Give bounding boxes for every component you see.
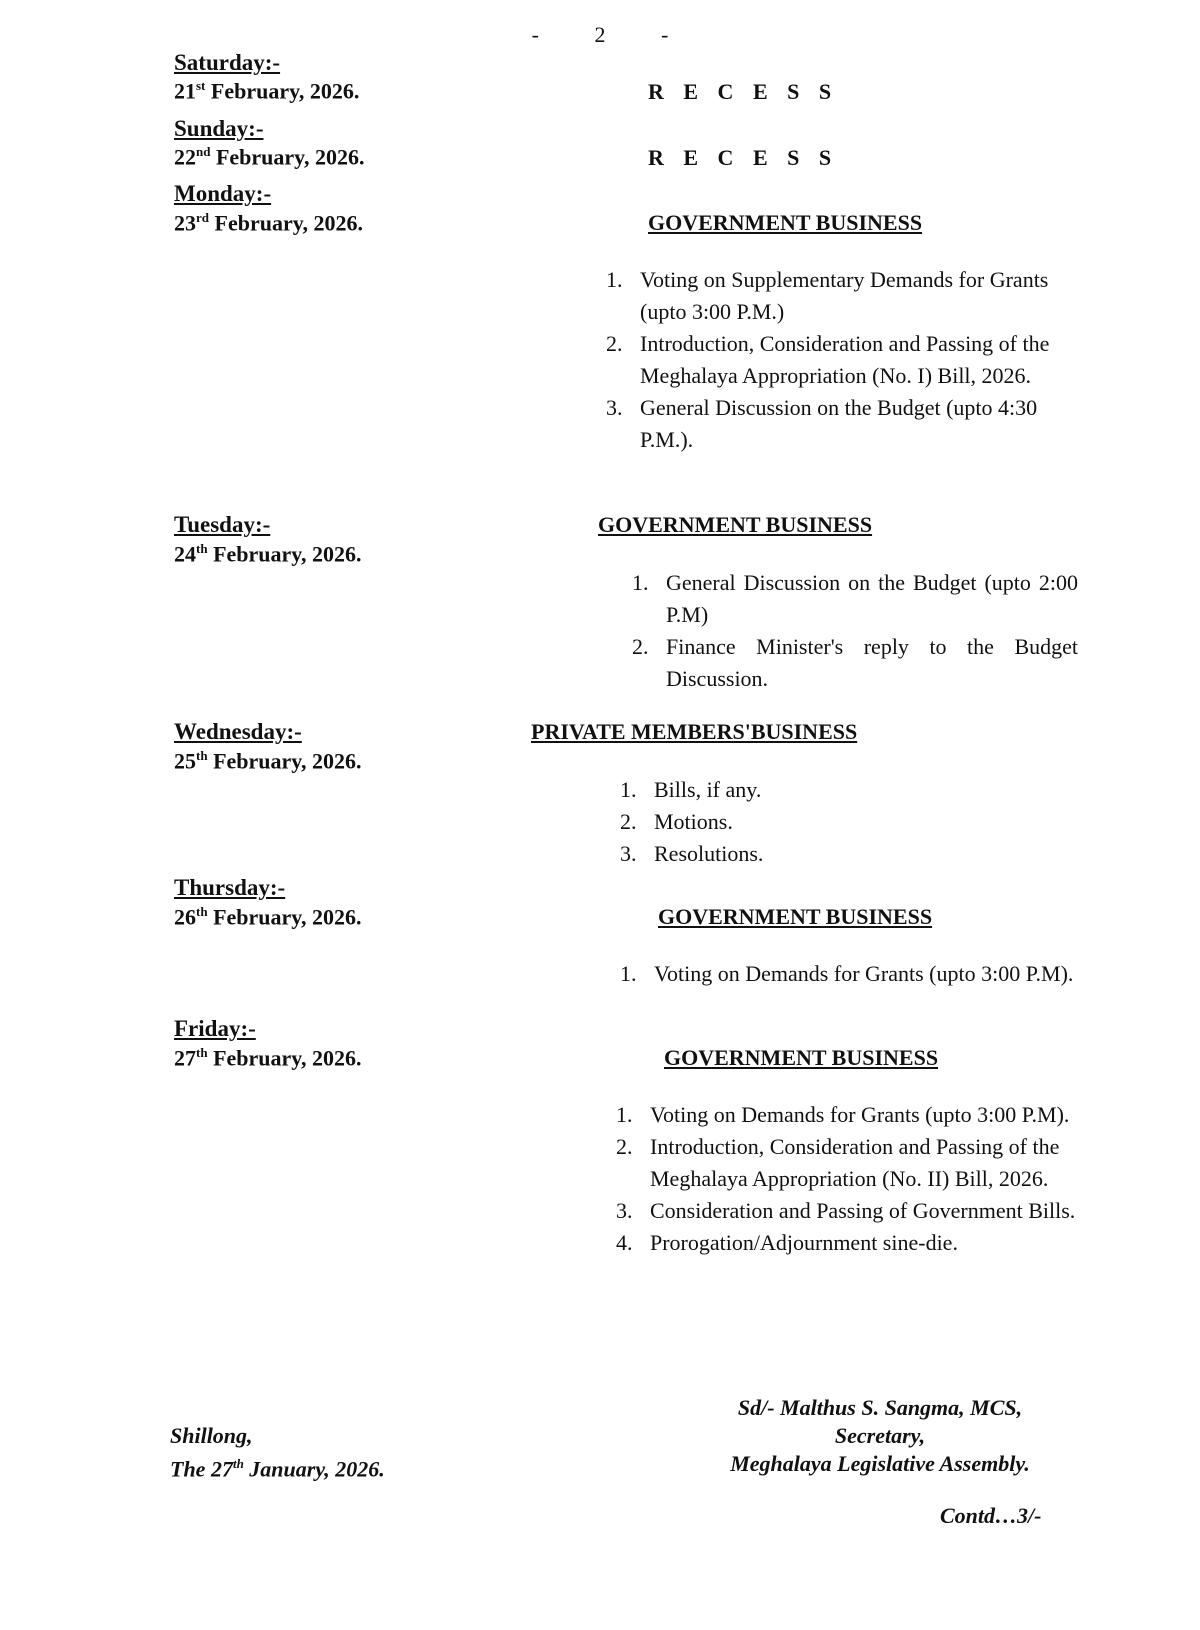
place-date — [170, 1422, 385, 1483]
list-item: 2. Introduction, Consideration and Passing of the Meghalaya Appropriation (No. II) Bill, 2026. — [616, 1134, 1060, 1191]
continued-note: Contd…3/- — [940, 1503, 1042, 1528]
list-item: 3. Resolutions. — [620, 841, 764, 866]
list-item: 1. General Discussion on the Budget (upto 2:00 P.M) — [632, 570, 1078, 627]
monday-heading: GOVERNMENT BUSINESS — [648, 210, 923, 235]
list-item: 1. Bills, if any. — [620, 777, 762, 802]
wednesday-heading: PRIVATE MEMBERS'BUSINESS — [531, 719, 858, 744]
list-item: 3. General Discussion on the Budget (upto 4:30 P.M.). — [606, 395, 1038, 452]
friday-items — [616, 1099, 1080, 1259]
day-friday: Friday:- — [174, 1016, 256, 1041]
date-friday: 27th February, 2026. — [174, 1045, 362, 1071]
day-wednesday: Wednesday:- — [174, 719, 302, 744]
issue-date: The 27th January, 2026. — [170, 1456, 385, 1482]
office: Meghalaya Legislative Assembly. — [730, 1451, 1030, 1476]
list-item: 2. Introduction, Consideration and Passing of the Meghalaya Appropriation (No. I) Bill, 2026. — [606, 331, 1050, 388]
list-item: 1. Voting on Supplementary Demands for Grants (upto 3:00 P.M.) — [606, 267, 1049, 324]
thursday-items — [620, 958, 1078, 990]
list-item: 2. Motions. — [620, 809, 733, 834]
signature-block — [670, 1394, 1090, 1478]
tuesday-heading: GOVERNMENT BUSINESS — [598, 512, 873, 537]
place: Shillong, — [170, 1423, 253, 1448]
day-thursday: Thursday:- — [174, 875, 286, 900]
friday-heading: GOVERNMENT BUSINESS — [664, 1045, 939, 1070]
day-sunday: Sunday:- — [174, 116, 264, 141]
date-wednesday: 25th February, 2026. — [174, 748, 362, 774]
list-item: 2. Finance Minister's reply to the Budget Discussion. — [632, 634, 1078, 691]
saturday-recess: R E C E S S — [648, 79, 839, 104]
list-item: 3. Consideration and Passing of Government Bills. — [616, 1198, 1076, 1223]
wednesday-items — [620, 774, 1074, 870]
monday-items — [606, 264, 1060, 456]
tuesday-items — [632, 567, 1078, 695]
designation: Secretary, — [834, 1423, 926, 1448]
day-tuesday: Tuesday:- — [174, 512, 271, 537]
page-number: - 2 - — [531, 22, 669, 47]
date-tuesday: 24th February, 2026. — [174, 541, 362, 567]
date-sunday: 22nd February, 2026. — [174, 144, 365, 170]
sunday-recess: R E C E S S — [648, 145, 839, 170]
date-saturday: 21st February, 2026. — [174, 78, 360, 104]
day-saturday: Saturday:- — [174, 50, 281, 75]
thursday-heading: GOVERNMENT BUSINESS — [658, 904, 933, 929]
list-item: 1. Voting on Demands for Grants (upto 3:00 P.M). — [620, 961, 1074, 986]
day-monday: Monday:- — [174, 181, 272, 206]
list-item: 4. Prorogation/Adjournment sine-die. — [616, 1230, 958, 1255]
date-thursday: 26th February, 2026. — [174, 904, 362, 930]
date-monday: 23rd February, 2026. — [174, 210, 363, 236]
signature: Sd/- Malthus S. Sangma, MCS, — [737, 1395, 1023, 1420]
list-item: 1. Voting on Demands for Grants (upto 3:00 P.M). — [616, 1102, 1070, 1127]
